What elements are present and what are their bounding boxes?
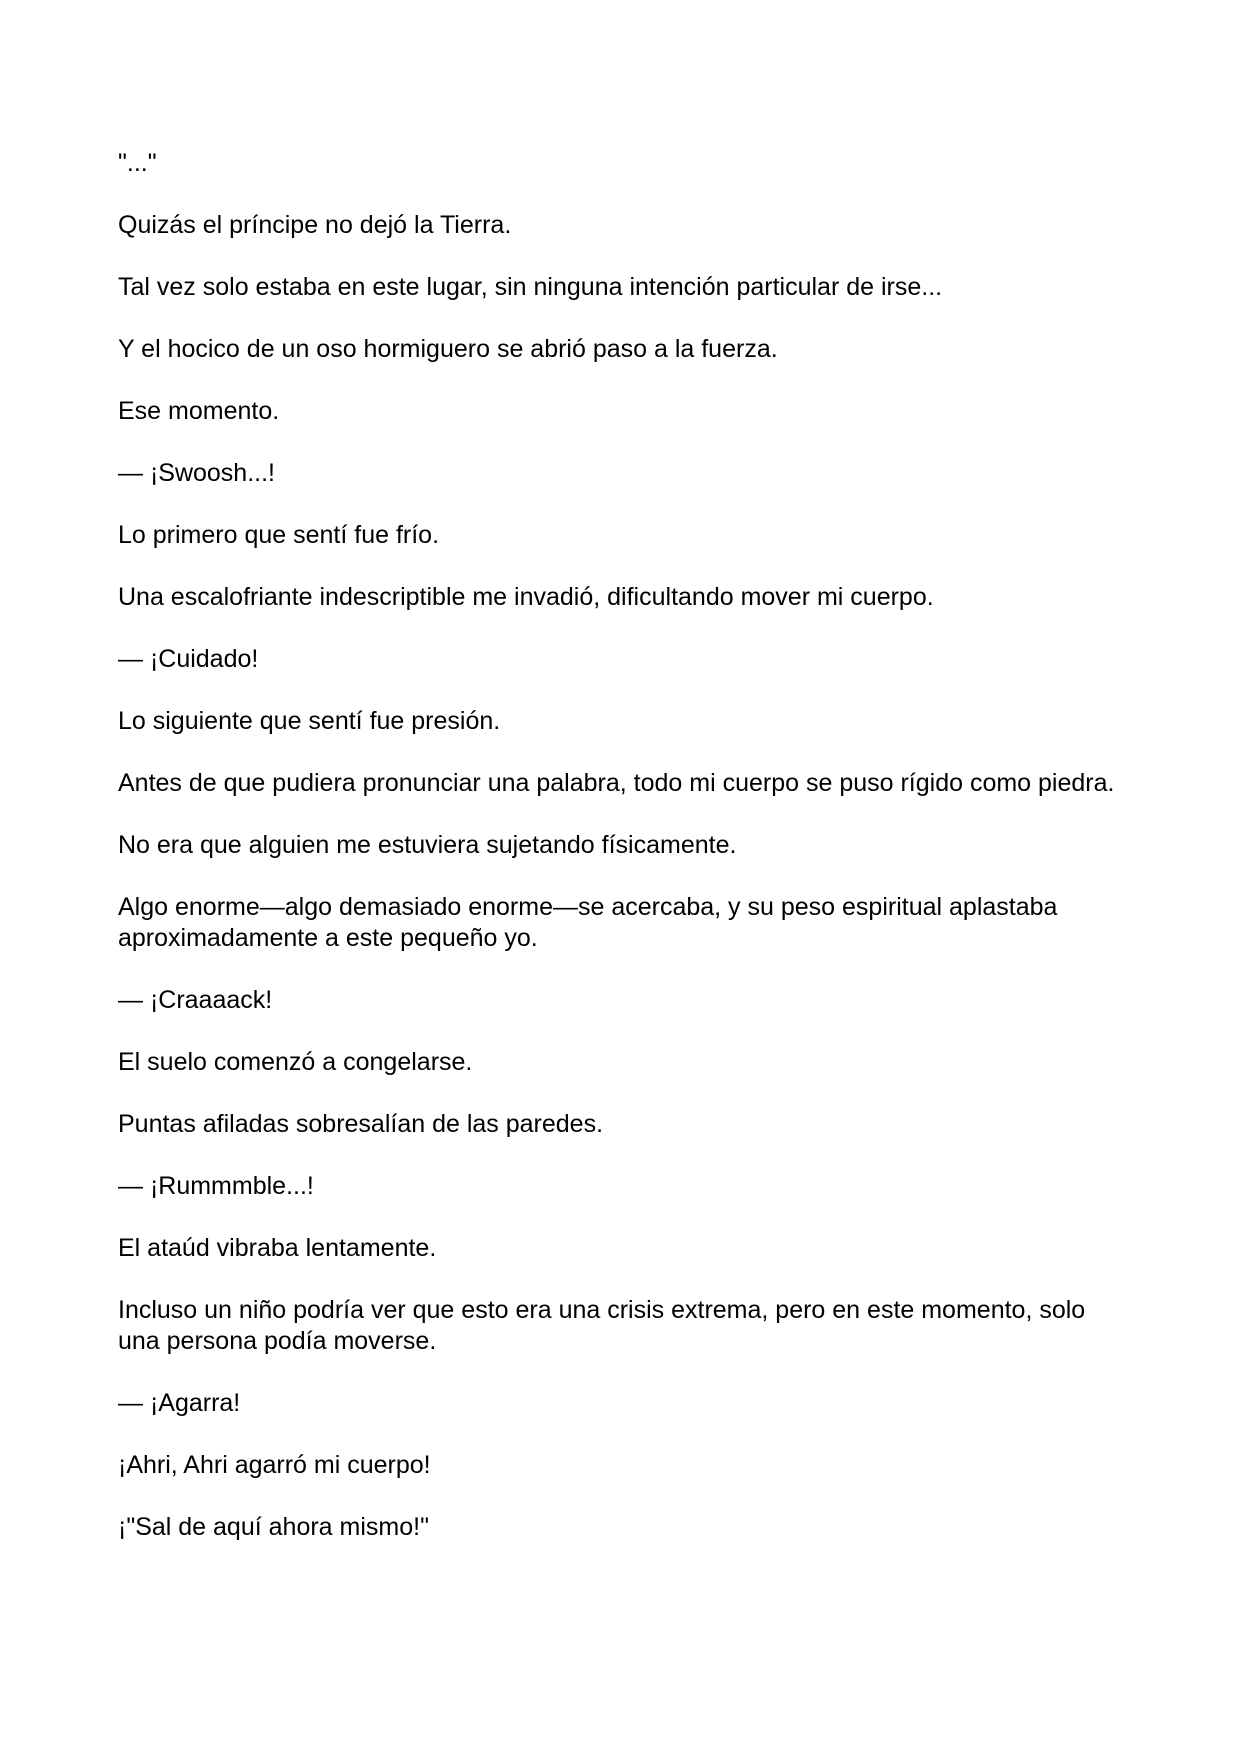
paragraph: — ¡Agarra! — [118, 1389, 241, 1417]
paragraph: ¡Ahri, Ahri agarró mi cuerpo! — [118, 1451, 431, 1479]
paragraph: Tal vez solo estaba en este lugar, sin ninguna intención particular de irse... — [118, 273, 943, 301]
paragraph: Ese momento. — [118, 397, 280, 425]
paragraph: El ataúd vibraba lentamente. — [118, 1234, 437, 1262]
paragraph: Algo enorme—algo demasiado enorme—se acercaba, y su peso espiritual aplastaba aproximadamente a este pequeño yo. — [118, 893, 1058, 952]
document-body — [118, 148, 1128, 1574]
paragraph: El suelo comenzó a congelarse. — [118, 1048, 473, 1076]
paragraph: — ¡Craaaack! — [118, 986, 273, 1014]
paragraph: Una escalofriante indescriptible me invadió, dificultando mover mi cuerpo. — [118, 583, 934, 611]
paragraph: Incluso un niño podría ver que esto era una crisis extrema, pero en este momento, solo una persona podía moverse. — [118, 1296, 1086, 1355]
paragraph: Lo primero que sentí fue frío. — [118, 521, 440, 549]
paragraph: — ¡Cuidado! — [118, 645, 259, 673]
paragraph: Lo siguiente que sentí fue presión. — [118, 707, 501, 735]
paragraph: "..." — [118, 149, 157, 177]
paragraph: No era que alguien me estuviera sujetando físicamente. — [118, 831, 737, 859]
paragraph: Y el hocico de un oso hormiguero se abrió paso a la fuerza. — [118, 335, 778, 363]
paragraph: Puntas afiladas sobresalían de las paredes. — [118, 1110, 604, 1138]
paragraph: Antes de que pudiera pronunciar una palabra, todo mi cuerpo se puso rígido como piedra. — [118, 769, 1115, 797]
paragraph: — ¡Swoosh...! — [118, 459, 275, 487]
paragraph: — ¡Rummmble...! — [118, 1172, 314, 1200]
paragraph: ¡"Sal de aquí ahora mismo!" — [118, 1513, 429, 1541]
paragraph: Quizás el príncipe no dejó la Tierra. — [118, 211, 512, 239]
